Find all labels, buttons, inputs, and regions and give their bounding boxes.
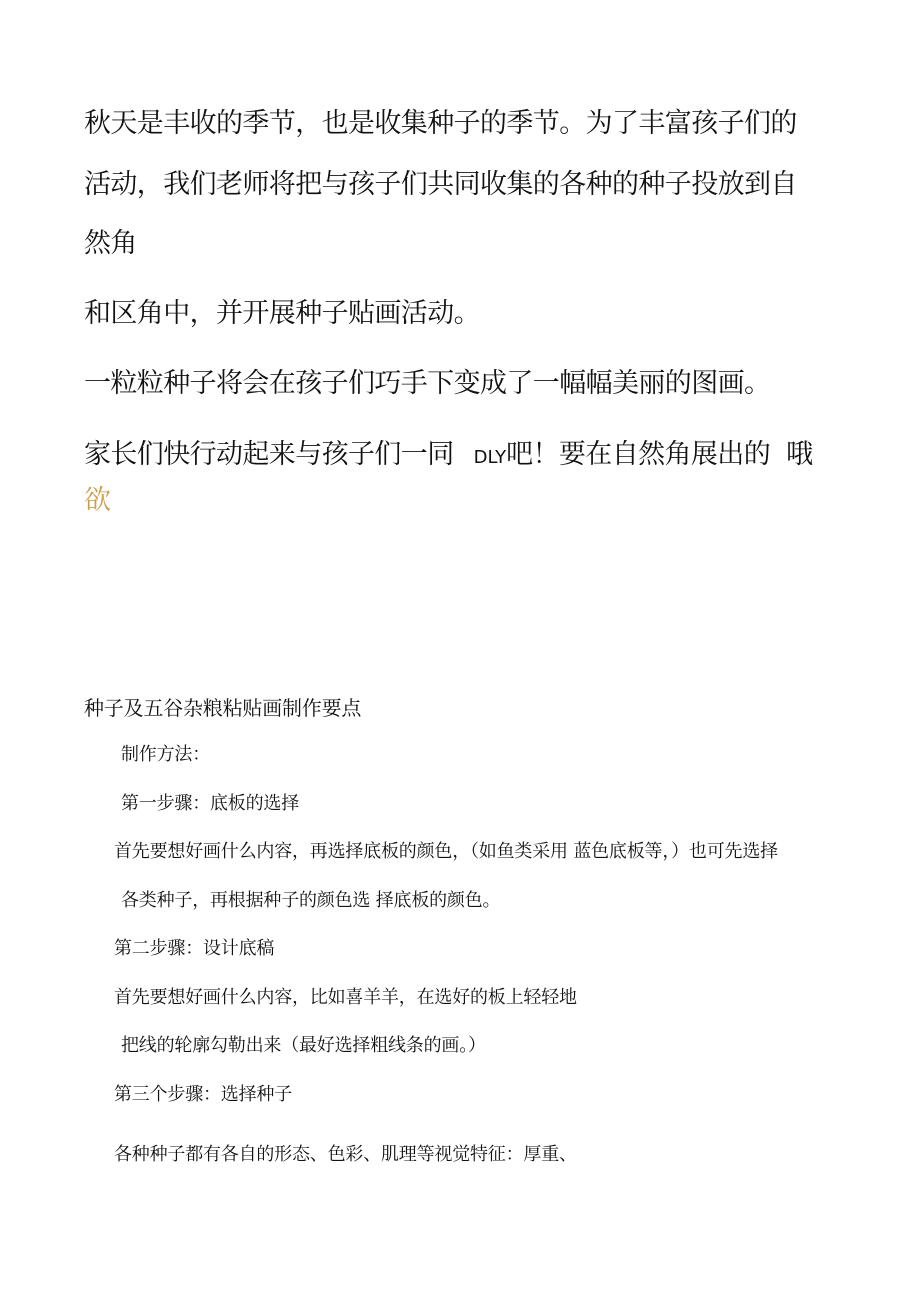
step1-text-line-2: 各类种子，再根据种子的颜色选 择底板的颜色。 [121, 890, 501, 911]
intro-line-4: 和区角中，并开展种子贴画活动。 [84, 298, 480, 329]
step2-title: 第二步骤：设计底稿 [114, 938, 275, 959]
intro-line-1: 秋天是丰收的季节，也是收集种子的季节。为了丰富孩子们的 [84, 108, 797, 139]
step2-text-line-1: 首先要想好画什么内容，比如喜羊羊，在选好的板上轻轻地 [114, 987, 577, 1008]
step3-title: 第三个步骤：选择种子 [114, 1084, 292, 1105]
step1-title: 第一步骤：底板的选择 [121, 793, 299, 814]
intro-line-5: 一粒粒种子将会在孩子们巧手下变成了一幅幅美丽的图画。 [84, 368, 771, 399]
step1-text-line-1: 首先要想好画什么内容，再选择底板的颜色，（如鱼类采用 蓝色底板等，）也可先选择 [114, 841, 778, 862]
guide-title: 种子及五谷杂粮粘贴画制作要点 [84, 696, 362, 720]
intro-line-6-dly: DLY [473, 447, 507, 468]
intro-line-6-text-a: 家长们快行动起来与孩子们一同 [84, 439, 454, 470]
method-label: 制作方法： [121, 744, 210, 765]
intro-line-7-accent: 欲 [84, 485, 111, 516]
intro-line-3: 然角 [84, 228, 137, 259]
intro-line-2: 活动，我们老师将把与孩子们共同收集的各种的种子投放到自 [84, 169, 797, 200]
intro-line-6 [84, 441, 812, 468]
step2-text-line-2: 把线的轮廓勾勒出来（最好选择粗线条的画。） [121, 1035, 486, 1056]
step3-text-line-1: 各种种子都有各自的形态、色彩、肌理等视觉特征：厚重、 [114, 1144, 577, 1165]
intro-line-6-text-d: 哦 [786, 439, 813, 470]
intro-line-6-text-c: 吧！要在自然角展出的 [506, 439, 771, 470]
